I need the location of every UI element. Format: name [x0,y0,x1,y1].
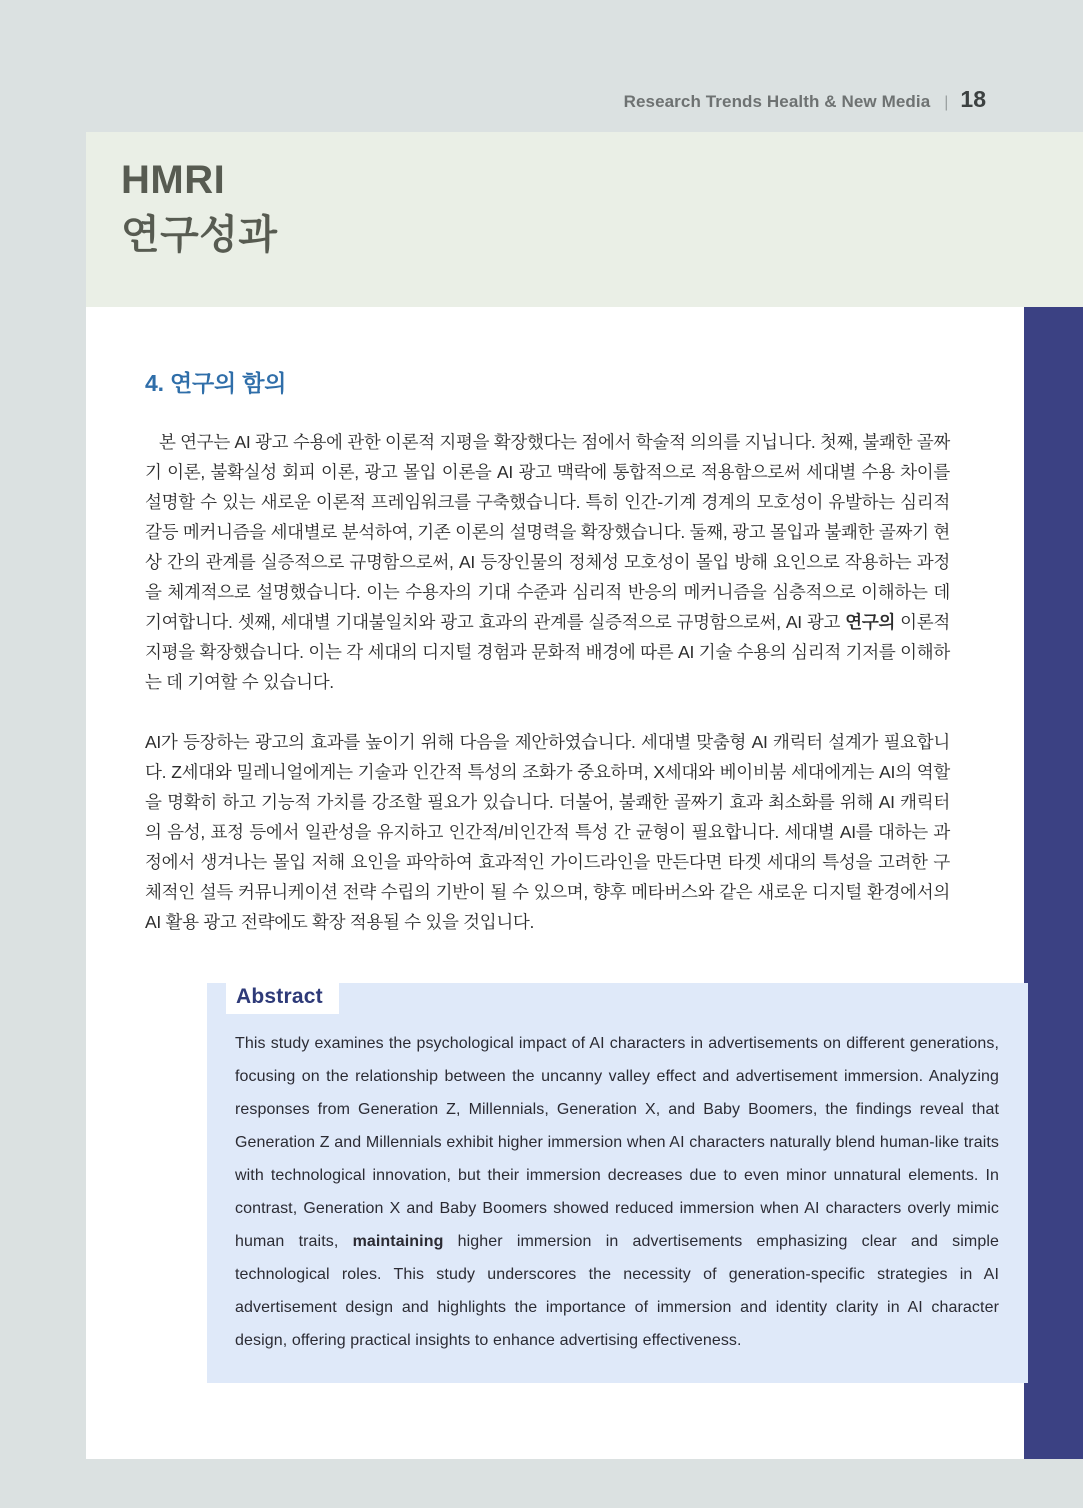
abstract-panel [207,983,1028,1383]
body-paragraph-2: AI가 등장하는 광고의 효과를 높이기 위해 다음을 제안하였습니다. 세대별 맞춤형 AI 캐릭터 설계가 필요합니다. Z세대와 밀레니얼에게는 기술과 인간적 특성의 조화가 중요하며, X세대와 베이비붐 세대에게는 AI의 역할을 명확히 하고 기능적 가치를 강조할 필요가 있습니다. 더불어, 불쾌한 골짜기 효과 최소화를 위해 AI 캐릭터의 음성, 표정 등에서 일관성을 유지하고 인간적/비인간적 특성 간 균형이 필요합니다. 세대별 AI를 대하는 과정에서 생겨나는 몰입 저해 요인을 파악하여 효과적인 가이드라인을 만든다면 타겟 세대의 특성을 고려한 구체적인 설득 커뮤니케이션 전략 수립의 기반이 될 수 있으며, 향후 메타버스와 같은 새로운 디지털 환경에서의 AI 활용 광고 전략에도 확장 적용될 수 있을 것입니다. [145,732,950,932]
banner-title-line1: HMRI [121,158,226,202]
section-heading: 4. 연구의 함의 [145,370,287,396]
title-banner [86,132,1083,307]
banner-title [121,153,1083,263]
running-header [624,86,986,113]
side-accent-bar [1024,307,1083,1459]
abstract-label: Abstract [236,985,323,1008]
journal-title: Research Trends Health & New Media [623,92,931,111]
body-paragraph-1: 본 연구는 AI 광고 수용에 관한 이론적 지평을 확장했다는 점에서 학술적 의의를 지닙니다. 첫째, 불쾌한 골짜기 이론, 불확실성 회피 이론, 광고 몰입 이론을 AI 광고 맥락에 통합적으로 적용함으로써 세대별 수용 차이를 설명할 수 있는 새로운 이론적 프레임워크를 구축했습니다. 특히 인간-기계 경계의 모호성이 유발하는 심리적 갈등 메커니즘을 세대별로 분석하여, 기존 이론의 설명력을 확장했습니다. 둘째, 광고 몰입과 불쾌한 골짜기 현상 간의 관계를 실증적으로 규명함으로써, AI 등장인물의 정체성 모호성이 몰입 방해 요인으로 작용하는 과정을 체계적으로 설명했습니다. 이는 수용자의 기대 수준과 심리적 반응의 메커니즘을 심층적으로 이해하는 데 기여합니다. 셋째, 세대별 기대불일치와 광고 효과의 관계를 실증적으로 규명함으로써, AI 광고 연구의 이론적 지평을 확장했습니다. 이는 각 세대의 디지털 경험과 문화적 배경에 따른 AI 기술 수용의 심리적 기저를 이해하는 데 기여할 수 있습니다. [145,432,950,692]
header-divider: | [944,94,949,111]
abstract-label-chip [226,983,339,1014]
abstract-text: This study examines the psychological impact of AI characters in advertisements on different generations, focusing on the relationship between the uncanny valley effect and advertisement immersion. Analyzing responses from Generation Z, Millennials, Generation X, and Baby Boomers, the findings reveal that Generation Z and Millennials exhibit higher immersion when AI characters naturally blend human-like traits with technological innovation, but their immersion decreases due to even minor unnatural elements. In contrast, Generation X and Baby Boomers showed reduced immersion when AI characters overly mimic human traits, maintaining higher immersion in advertisements emphasizing clear and simple technological roles. This study underscores the necessity of generation-specific strategies in AI advertisement design and highlights the importance of immersion and identity clarity in AI character design, offering practical insights to enhance advertising effectiveness. [235,1035,999,1349]
content-panel [86,307,1024,1459]
page-number: 18 [960,86,986,112]
banner-title-line2: 연구성과 [121,213,278,257]
